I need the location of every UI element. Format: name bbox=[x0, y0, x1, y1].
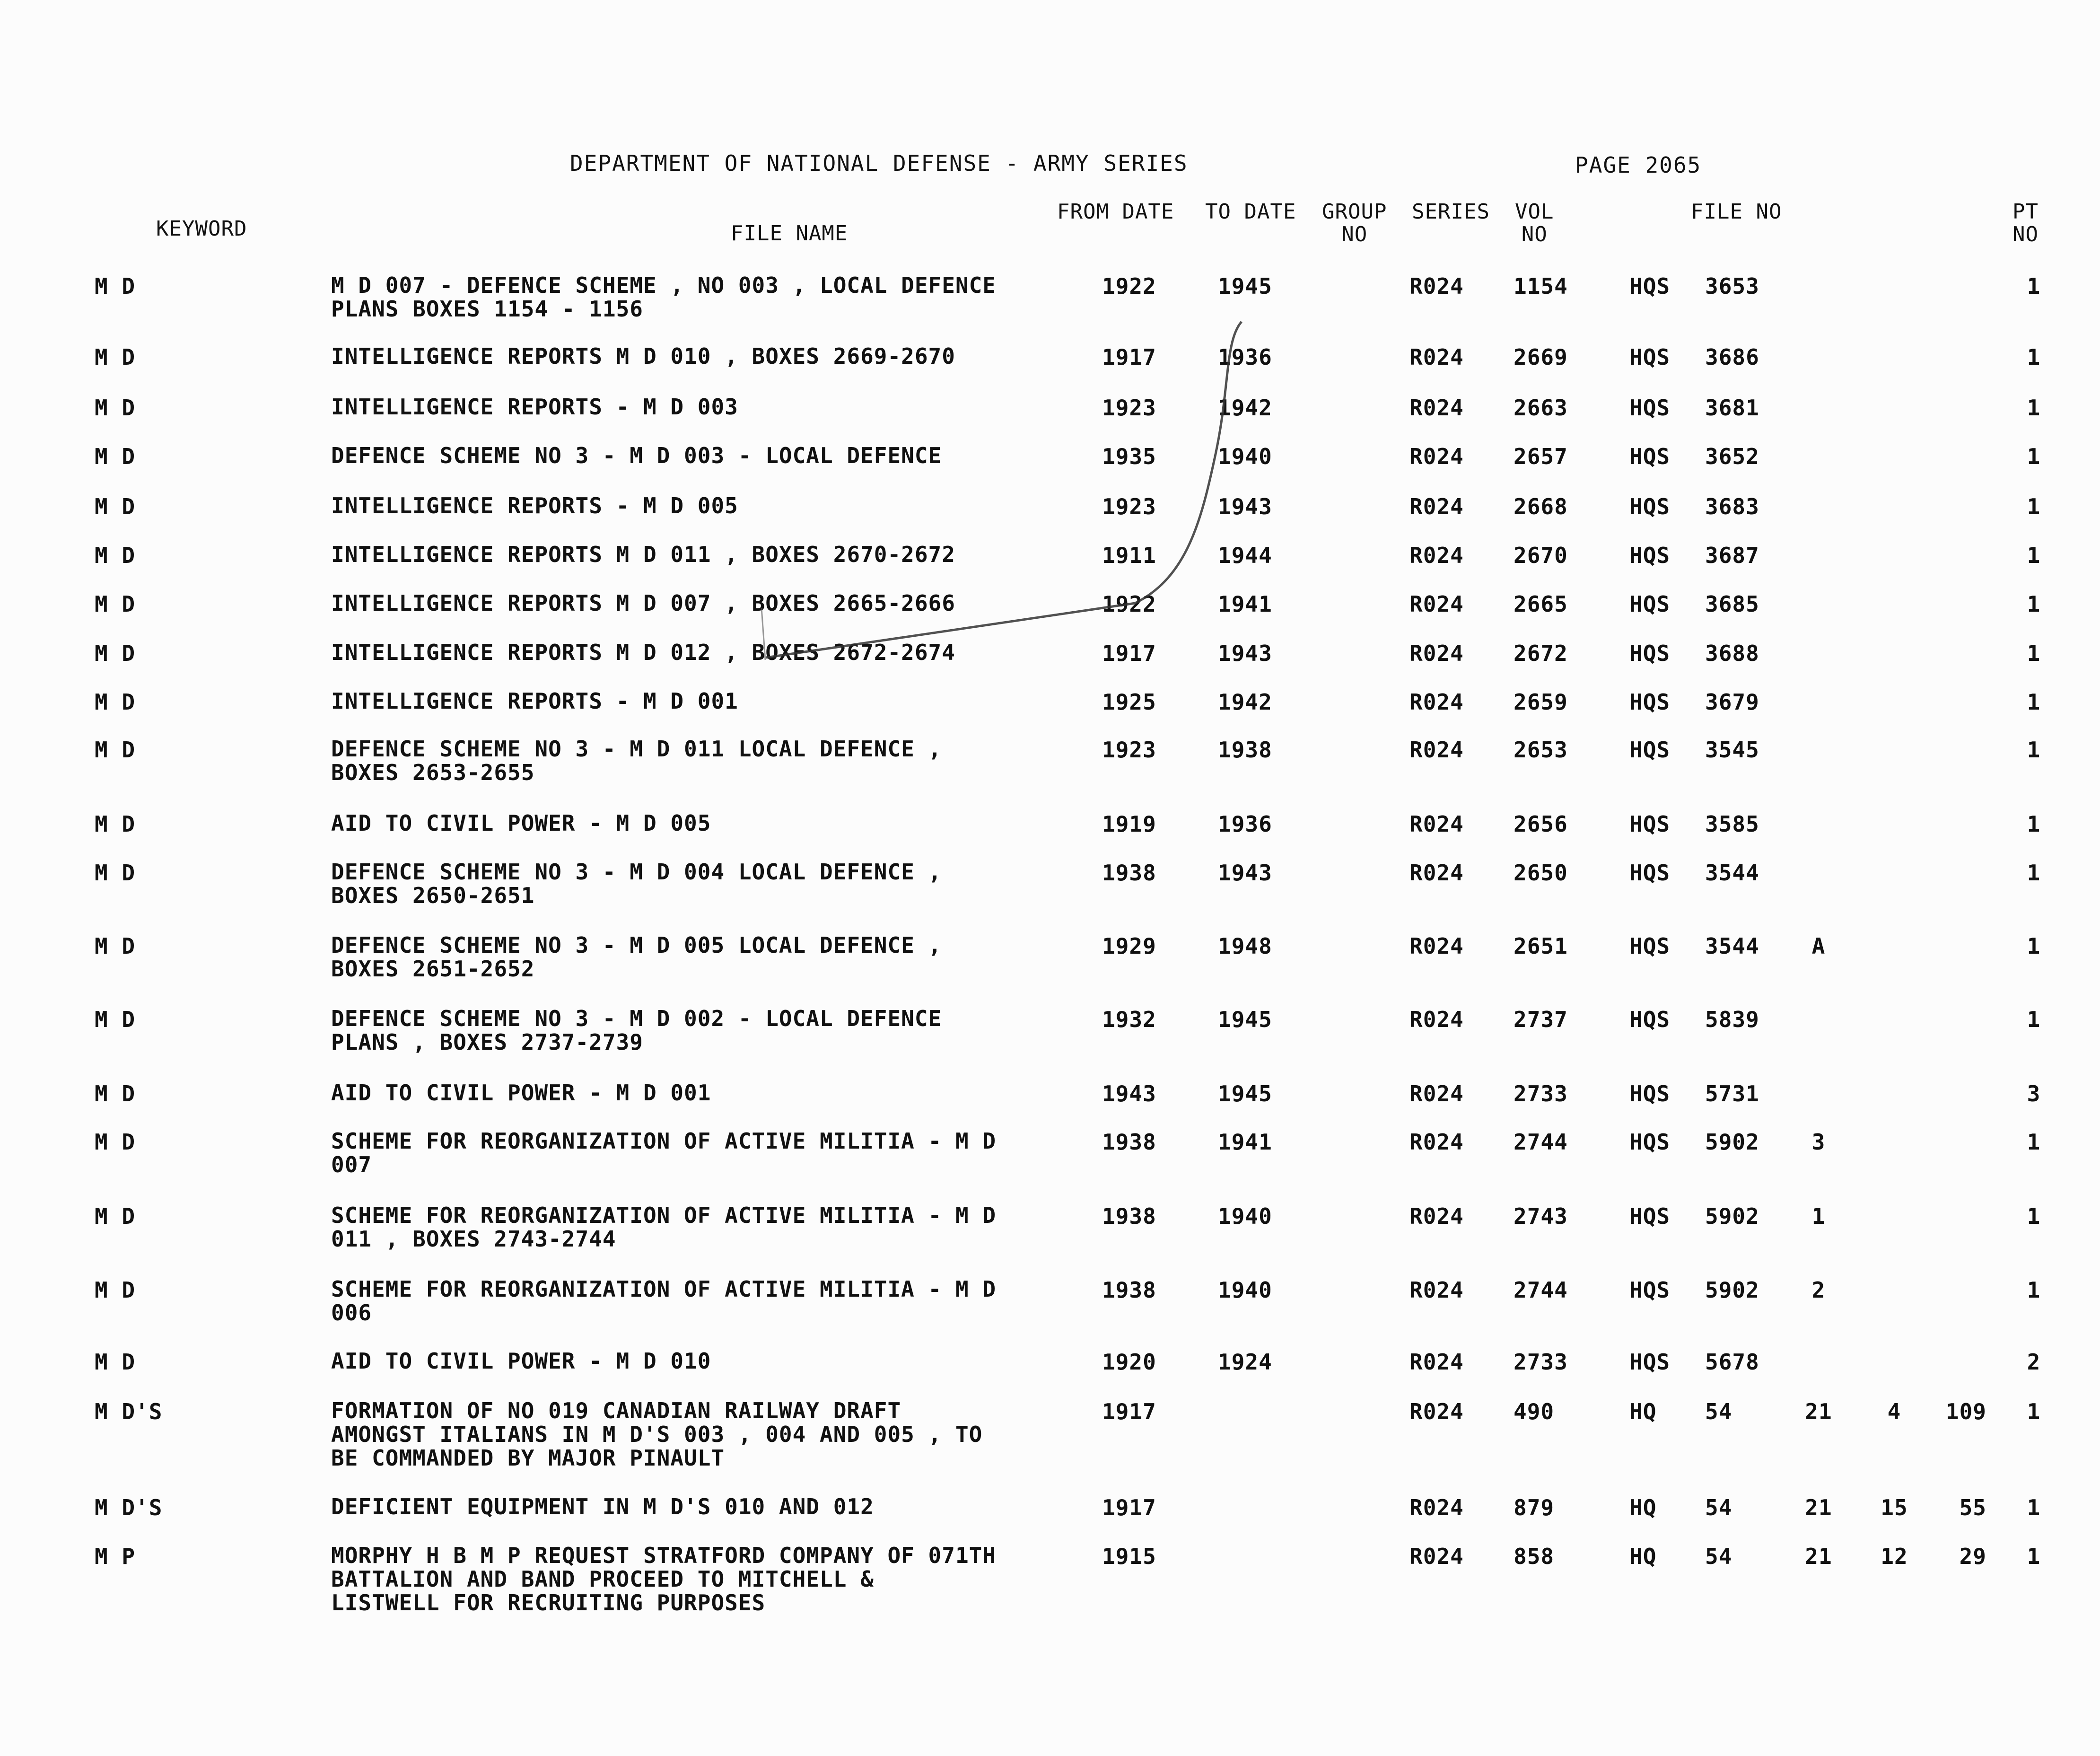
vol-no-cell: 2650 bbox=[1514, 860, 1568, 886]
column-header-to-date: TO DATE bbox=[1205, 200, 1296, 224]
pt-no-cell: 1 bbox=[2027, 1544, 2041, 1569]
to-date-cell: 1943 bbox=[1218, 860, 1272, 886]
file-name-cell: DEFICIENT EQUIPMENT IN M D'S 010 AND 012 bbox=[331, 1494, 874, 1519]
file-no-cell: 3679 bbox=[1705, 689, 1759, 715]
from-date-cell: 1938 bbox=[1102, 860, 1156, 886]
column-header-from-date: FROM DATE bbox=[1057, 200, 1174, 224]
file-no-cell: 3585 bbox=[1705, 811, 1759, 837]
from-date-cell: 1943 bbox=[1102, 1081, 1156, 1106]
vol-no-cell: 2670 bbox=[1514, 543, 1568, 568]
file-name-cell: INTELLIGENCE REPORTS - M D 003 bbox=[331, 394, 738, 420]
from-date-cell: 1922 bbox=[1102, 591, 1156, 617]
series-cell: R024 bbox=[1409, 444, 1464, 469]
to-date-cell: 1942 bbox=[1218, 689, 1272, 715]
file-no-sub1-cell: A bbox=[1811, 933, 1826, 959]
keyword-cell: M D bbox=[95, 737, 136, 763]
pt-no-cell: 1 bbox=[2027, 1203, 2041, 1229]
hq-code-cell: HQS bbox=[1629, 1007, 1671, 1032]
file-no-sub1-cell: 2 bbox=[1811, 1277, 1826, 1303]
hq-code-cell: HQS bbox=[1629, 811, 1671, 837]
file-name-cell: INTELLIGENCE REPORTS - M D 001 bbox=[331, 688, 738, 714]
series-cell: R024 bbox=[1409, 1349, 1464, 1375]
hq-code-cell: HQS bbox=[1629, 1203, 1671, 1229]
from-date-cell: 1929 bbox=[1102, 933, 1156, 959]
keyword-cell: M D bbox=[95, 543, 136, 568]
keyword-cell: M D'S bbox=[95, 1495, 163, 1520]
vol-no-cell: 2657 bbox=[1514, 444, 1568, 469]
series-cell: R024 bbox=[1409, 1081, 1464, 1106]
file-name-cell: FORMATION OF NO 019 CANADIAN RAILWAY DRAFT AMONGST ITALIANS IN M D'S 003 , 004 AND 005 , TO BE COMMANDED BY MAJOR PINAULT bbox=[331, 1398, 983, 1471]
vol-no-cell: 490 bbox=[1514, 1399, 1555, 1424]
pt-no-cell: 2 bbox=[2027, 1349, 2041, 1375]
keyword-cell: M D bbox=[95, 1007, 136, 1032]
hq-code-cell: HQS bbox=[1629, 494, 1671, 519]
file-no-cell: 3652 bbox=[1705, 444, 1759, 469]
vol-no-cell: 1154 bbox=[1514, 273, 1568, 299]
series-cell: R024 bbox=[1409, 395, 1464, 421]
from-date-cell: 1938 bbox=[1102, 1277, 1156, 1303]
file-name-cell: DEFENCE SCHEME NO 3 - M D 005 LOCAL DEFENCE , BOXES 2651-2652 bbox=[331, 932, 942, 982]
hq-code-cell: HQ bbox=[1629, 1544, 1657, 1569]
to-date-cell: 1943 bbox=[1218, 494, 1272, 519]
file-no-cell: 3544 bbox=[1705, 933, 1759, 959]
to-date-cell: 1940 bbox=[1218, 1203, 1272, 1229]
file-no-cell: 3545 bbox=[1705, 737, 1759, 763]
page-title: DEPARTMENT OF NATIONAL DEFENSE - ARMY SERIES bbox=[570, 150, 1188, 176]
file-name-cell: AID TO CIVIL POWER - M D 010 bbox=[331, 1348, 711, 1374]
from-date-cell: 1935 bbox=[1102, 444, 1156, 469]
from-date-cell: 1917 bbox=[1102, 1399, 1156, 1424]
pt-no-cell: 1 bbox=[2027, 1277, 2041, 1303]
vol-no-cell: 2744 bbox=[1514, 1129, 1568, 1155]
hq-code-cell: HQS bbox=[1629, 641, 1671, 666]
file-name-cell: M D 007 - DEFENCE SCHEME , NO 003 , LOCAL DEFENCE PLANS BOXES 1154 - 1156 bbox=[331, 272, 997, 322]
from-date-cell: 1923 bbox=[1102, 737, 1156, 763]
pt-no-cell: 1 bbox=[2027, 543, 2041, 568]
from-date-cell: 1923 bbox=[1102, 494, 1156, 519]
file-name-cell: INTELLIGENCE REPORTS M D 007 , BOXES 2665-2666 bbox=[331, 590, 955, 616]
vol-no-cell: 2663 bbox=[1514, 395, 1568, 421]
hq-code-cell: HQS bbox=[1629, 1081, 1671, 1106]
vol-no-cell: 2665 bbox=[1514, 591, 1568, 617]
file-no-cell: 54 bbox=[1705, 1495, 1732, 1520]
pt-no-cell: 1 bbox=[2027, 811, 2041, 837]
series-cell: R024 bbox=[1409, 1495, 1464, 1520]
from-date-cell: 1923 bbox=[1102, 395, 1156, 421]
vol-no-cell: 2653 bbox=[1514, 737, 1568, 763]
series-cell: R024 bbox=[1409, 273, 1464, 299]
file-name-cell: INTELLIGENCE REPORTS - M D 005 bbox=[331, 493, 738, 518]
file-no-cell: 3686 bbox=[1705, 344, 1759, 370]
keyword-cell: M D bbox=[95, 689, 136, 715]
series-cell: R024 bbox=[1409, 494, 1464, 519]
file-no-sub2-cell: 15 bbox=[1881, 1495, 1908, 1520]
vol-no-cell: 879 bbox=[1514, 1495, 1555, 1520]
from-date-cell: 1919 bbox=[1102, 811, 1156, 837]
vol-no-cell: 2659 bbox=[1514, 689, 1568, 715]
to-date-cell: 1938 bbox=[1218, 737, 1272, 763]
file-name-cell: INTELLIGENCE REPORTS M D 011 , BOXES 2670-2672 bbox=[331, 542, 955, 567]
to-date-cell: 1942 bbox=[1218, 395, 1272, 421]
file-no-cell: 5731 bbox=[1705, 1081, 1759, 1106]
file-name-cell: INTELLIGENCE REPORTS M D 010 , BOXES 2669-2670 bbox=[331, 343, 955, 369]
to-date-cell: 1948 bbox=[1218, 933, 1272, 959]
file-name-cell: INTELLIGENCE REPORTS M D 012 , BOXES 2672-2674 bbox=[331, 640, 955, 665]
column-header-series: SERIES bbox=[1412, 200, 1490, 224]
hq-code-cell: HQS bbox=[1629, 444, 1671, 469]
file-no-sub1-cell: 3 bbox=[1811, 1129, 1826, 1155]
keyword-cell: M D bbox=[95, 1277, 136, 1303]
to-date-cell: 1941 bbox=[1218, 591, 1272, 617]
column-header-file-name: FILE NAME bbox=[731, 221, 848, 246]
page-number: PAGE 2065 bbox=[1575, 152, 1702, 178]
column-header-file-no: FILE NO bbox=[1691, 200, 1782, 224]
pt-no-cell: 1 bbox=[2027, 591, 2041, 617]
file-no-sub1-cell: 21 bbox=[1805, 1399, 1832, 1424]
keyword-cell: M D bbox=[95, 444, 136, 469]
vol-no-cell: 2733 bbox=[1514, 1349, 1568, 1375]
pt-no-cell: 1 bbox=[2027, 641, 2041, 666]
vol-no-cell: 2668 bbox=[1514, 494, 1568, 519]
vol-no-cell: 2744 bbox=[1514, 1277, 1568, 1303]
file-name-cell: DEFENCE SCHEME NO 3 - M D 011 LOCAL DEFENCE , BOXES 2653-2655 bbox=[331, 736, 942, 785]
pt-no-cell: 1 bbox=[2027, 933, 2041, 959]
series-cell: R024 bbox=[1409, 1129, 1464, 1155]
file-no-cell: 3653 bbox=[1705, 273, 1759, 299]
file-no-sub2-cell: 12 bbox=[1881, 1544, 1908, 1569]
file-no-cell: 5902 bbox=[1705, 1277, 1759, 1303]
keyword-cell: M D bbox=[95, 344, 136, 370]
column-header-group-no: GROUP NO bbox=[1322, 200, 1387, 246]
file-no-cell: 5902 bbox=[1705, 1203, 1759, 1229]
to-date-cell: 1945 bbox=[1218, 273, 1272, 299]
series-cell: R024 bbox=[1409, 1544, 1464, 1569]
series-cell: R024 bbox=[1409, 737, 1464, 763]
from-date-cell: 1915 bbox=[1102, 1544, 1156, 1569]
file-no-cell: 54 bbox=[1705, 1544, 1732, 1569]
series-cell: R024 bbox=[1409, 1203, 1464, 1229]
hq-code-cell: HQS bbox=[1629, 344, 1671, 370]
file-name-cell: SCHEME FOR REORGANIZATION OF ACTIVE MILITIA - M D 011 , BOXES 2743-2744 bbox=[331, 1203, 997, 1252]
keyword-cell: M D bbox=[95, 273, 136, 299]
pt-no-cell: 1 bbox=[2027, 689, 2041, 715]
file-name-cell: AID TO CIVIL POWER - M D 001 bbox=[331, 1080, 711, 1106]
series-cell: R024 bbox=[1409, 344, 1464, 370]
pt-no-cell: 1 bbox=[2027, 494, 2041, 519]
pt-no-cell: 1 bbox=[2027, 1495, 2041, 1520]
file-no-sub1-cell: 1 bbox=[1811, 1203, 1826, 1229]
series-cell: R024 bbox=[1409, 1277, 1464, 1303]
vol-no-cell: 858 bbox=[1514, 1544, 1555, 1569]
file-no-sub3-cell: 109 bbox=[1945, 1399, 1986, 1424]
file-no-sub1-cell: 21 bbox=[1805, 1495, 1832, 1520]
file-no-sub2-cell: 4 bbox=[1887, 1399, 1901, 1424]
column-header-pt-no: PT NO bbox=[2012, 200, 2039, 246]
keyword-cell: M D bbox=[95, 641, 136, 666]
from-date-cell: 1917 bbox=[1102, 641, 1156, 666]
file-no-cell: 3683 bbox=[1705, 494, 1759, 519]
hq-code-cell: HQ bbox=[1629, 1399, 1657, 1424]
pt-no-cell: 3 bbox=[2027, 1081, 2041, 1106]
vol-no-cell: 2669 bbox=[1514, 344, 1568, 370]
keyword-cell: M D bbox=[95, 1349, 136, 1375]
keyword-cell: M D bbox=[95, 1081, 136, 1106]
file-name-cell: DEFENCE SCHEME NO 3 - M D 004 LOCAL DEFENCE , BOXES 2650-2651 bbox=[331, 859, 942, 908]
to-date-cell: 1936 bbox=[1218, 344, 1272, 370]
file-no-cell: 5902 bbox=[1705, 1129, 1759, 1155]
to-date-cell: 1945 bbox=[1218, 1007, 1272, 1032]
to-date-cell: 1940 bbox=[1218, 1277, 1272, 1303]
pt-no-cell: 1 bbox=[2027, 860, 2041, 886]
from-date-cell: 1938 bbox=[1102, 1203, 1156, 1229]
file-name-cell: MORPHY H B M P REQUEST STRATFORD COMPANY OF 071TH BATTALION AND BAND PROCEED TO MITCHELL & LISTWELL FOR RECRUITING PURPOSES bbox=[331, 1543, 997, 1616]
file-no-cell: 54 bbox=[1705, 1399, 1732, 1424]
file-name-cell: SCHEME FOR REORGANIZATION OF ACTIVE MILITIA - M D 006 bbox=[331, 1276, 997, 1326]
hq-code-cell: HQS bbox=[1629, 737, 1671, 763]
hq-code-cell: HQS bbox=[1629, 1277, 1671, 1303]
series-cell: R024 bbox=[1409, 811, 1464, 837]
vol-no-cell: 2743 bbox=[1514, 1203, 1568, 1229]
file-no-cell: 3681 bbox=[1705, 395, 1759, 421]
from-date-cell: 1932 bbox=[1102, 1007, 1156, 1032]
file-name-cell: DEFENCE SCHEME NO 3 - M D 002 - LOCAL DEFENCE PLANS , BOXES 2737-2739 bbox=[331, 1006, 942, 1055]
pt-no-cell: 1 bbox=[2027, 273, 2041, 299]
from-date-cell: 1938 bbox=[1102, 1129, 1156, 1155]
series-cell: R024 bbox=[1409, 1007, 1464, 1032]
series-cell: R024 bbox=[1409, 933, 1464, 959]
column-header-keyword: KEYWORD bbox=[156, 217, 247, 241]
file-no-sub1-cell: 21 bbox=[1805, 1544, 1832, 1569]
file-no-cell: 3687 bbox=[1705, 543, 1759, 568]
column-header-vol-no: VOL NO bbox=[1515, 200, 1554, 246]
to-date-cell: 1944 bbox=[1218, 543, 1272, 568]
vol-no-cell: 2656 bbox=[1514, 811, 1568, 837]
file-name-cell: DEFENCE SCHEME NO 3 - M D 003 - LOCAL DEFENCE bbox=[331, 443, 942, 468]
vol-no-cell: 2672 bbox=[1514, 641, 1568, 666]
from-date-cell: 1911 bbox=[1102, 543, 1156, 568]
series-cell: R024 bbox=[1409, 641, 1464, 666]
keyword-cell: M D bbox=[95, 860, 136, 886]
keyword-cell: M D bbox=[95, 811, 136, 837]
series-cell: R024 bbox=[1409, 1399, 1464, 1424]
pt-no-cell: 1 bbox=[2027, 737, 2041, 763]
series-cell: R024 bbox=[1409, 860, 1464, 886]
series-cell: R024 bbox=[1409, 591, 1464, 617]
to-date-cell: 1941 bbox=[1218, 1129, 1272, 1155]
from-date-cell: 1917 bbox=[1102, 1495, 1156, 1520]
hq-code-cell: HQS bbox=[1629, 591, 1671, 617]
hq-code-cell: HQS bbox=[1629, 1129, 1671, 1155]
vol-no-cell: 2733 bbox=[1514, 1081, 1568, 1106]
hq-code-cell: HQS bbox=[1629, 273, 1671, 299]
pt-no-cell: 1 bbox=[2027, 395, 2041, 421]
series-cell: R024 bbox=[1409, 689, 1464, 715]
pt-no-cell: 1 bbox=[2027, 1129, 2041, 1155]
file-name-cell: AID TO CIVIL POWER - M D 005 bbox=[331, 810, 711, 836]
keyword-cell: M D bbox=[95, 591, 136, 617]
vol-no-cell: 2651 bbox=[1514, 933, 1568, 959]
hq-code-cell: HQS bbox=[1629, 1349, 1671, 1375]
keyword-cell: M D bbox=[95, 395, 136, 421]
to-date-cell: 1943 bbox=[1218, 641, 1272, 666]
pt-no-cell: 1 bbox=[2027, 444, 2041, 469]
file-no-cell: 3688 bbox=[1705, 641, 1759, 666]
file-name-cell: SCHEME FOR REORGANIZATION OF ACTIVE MILITIA - M D 007 bbox=[331, 1128, 997, 1177]
from-date-cell: 1920 bbox=[1102, 1349, 1156, 1375]
series-cell: R024 bbox=[1409, 543, 1464, 568]
from-date-cell: 1922 bbox=[1102, 273, 1156, 299]
keyword-cell: M P bbox=[95, 1544, 136, 1569]
hq-code-cell: HQS bbox=[1629, 860, 1671, 886]
keyword-cell: M D bbox=[95, 494, 136, 519]
hq-code-cell: HQS bbox=[1629, 933, 1671, 959]
from-date-cell: 1925 bbox=[1102, 689, 1156, 715]
file-no-sub3-cell: 29 bbox=[1959, 1544, 1986, 1569]
keyword-cell: M D bbox=[95, 1129, 136, 1155]
hq-code-cell: HQS bbox=[1629, 395, 1671, 421]
pt-no-cell: 1 bbox=[2027, 1007, 2041, 1032]
pt-no-cell: 1 bbox=[2027, 344, 2041, 370]
keyword-cell: M D bbox=[95, 1203, 136, 1229]
to-date-cell: 1936 bbox=[1218, 811, 1272, 837]
file-no-cell: 3544 bbox=[1705, 860, 1759, 886]
keyword-cell: M D'S bbox=[95, 1399, 163, 1424]
file-no-cell: 5839 bbox=[1705, 1007, 1759, 1032]
vol-no-cell: 2737 bbox=[1514, 1007, 1568, 1032]
to-date-cell: 1940 bbox=[1218, 444, 1272, 469]
hq-code-cell: HQS bbox=[1629, 689, 1671, 715]
hq-code-cell: HQS bbox=[1629, 543, 1671, 568]
file-no-sub3-cell: 55 bbox=[1959, 1495, 1986, 1520]
to-date-cell: 1924 bbox=[1218, 1349, 1272, 1375]
pt-no-cell: 1 bbox=[2027, 1399, 2041, 1424]
file-no-cell: 5678 bbox=[1705, 1349, 1759, 1375]
to-date-cell: 1945 bbox=[1218, 1081, 1272, 1106]
keyword-cell: M D bbox=[95, 933, 136, 959]
hq-code-cell: HQ bbox=[1629, 1495, 1657, 1520]
from-date-cell: 1917 bbox=[1102, 344, 1156, 370]
file-no-cell: 3685 bbox=[1705, 591, 1759, 617]
